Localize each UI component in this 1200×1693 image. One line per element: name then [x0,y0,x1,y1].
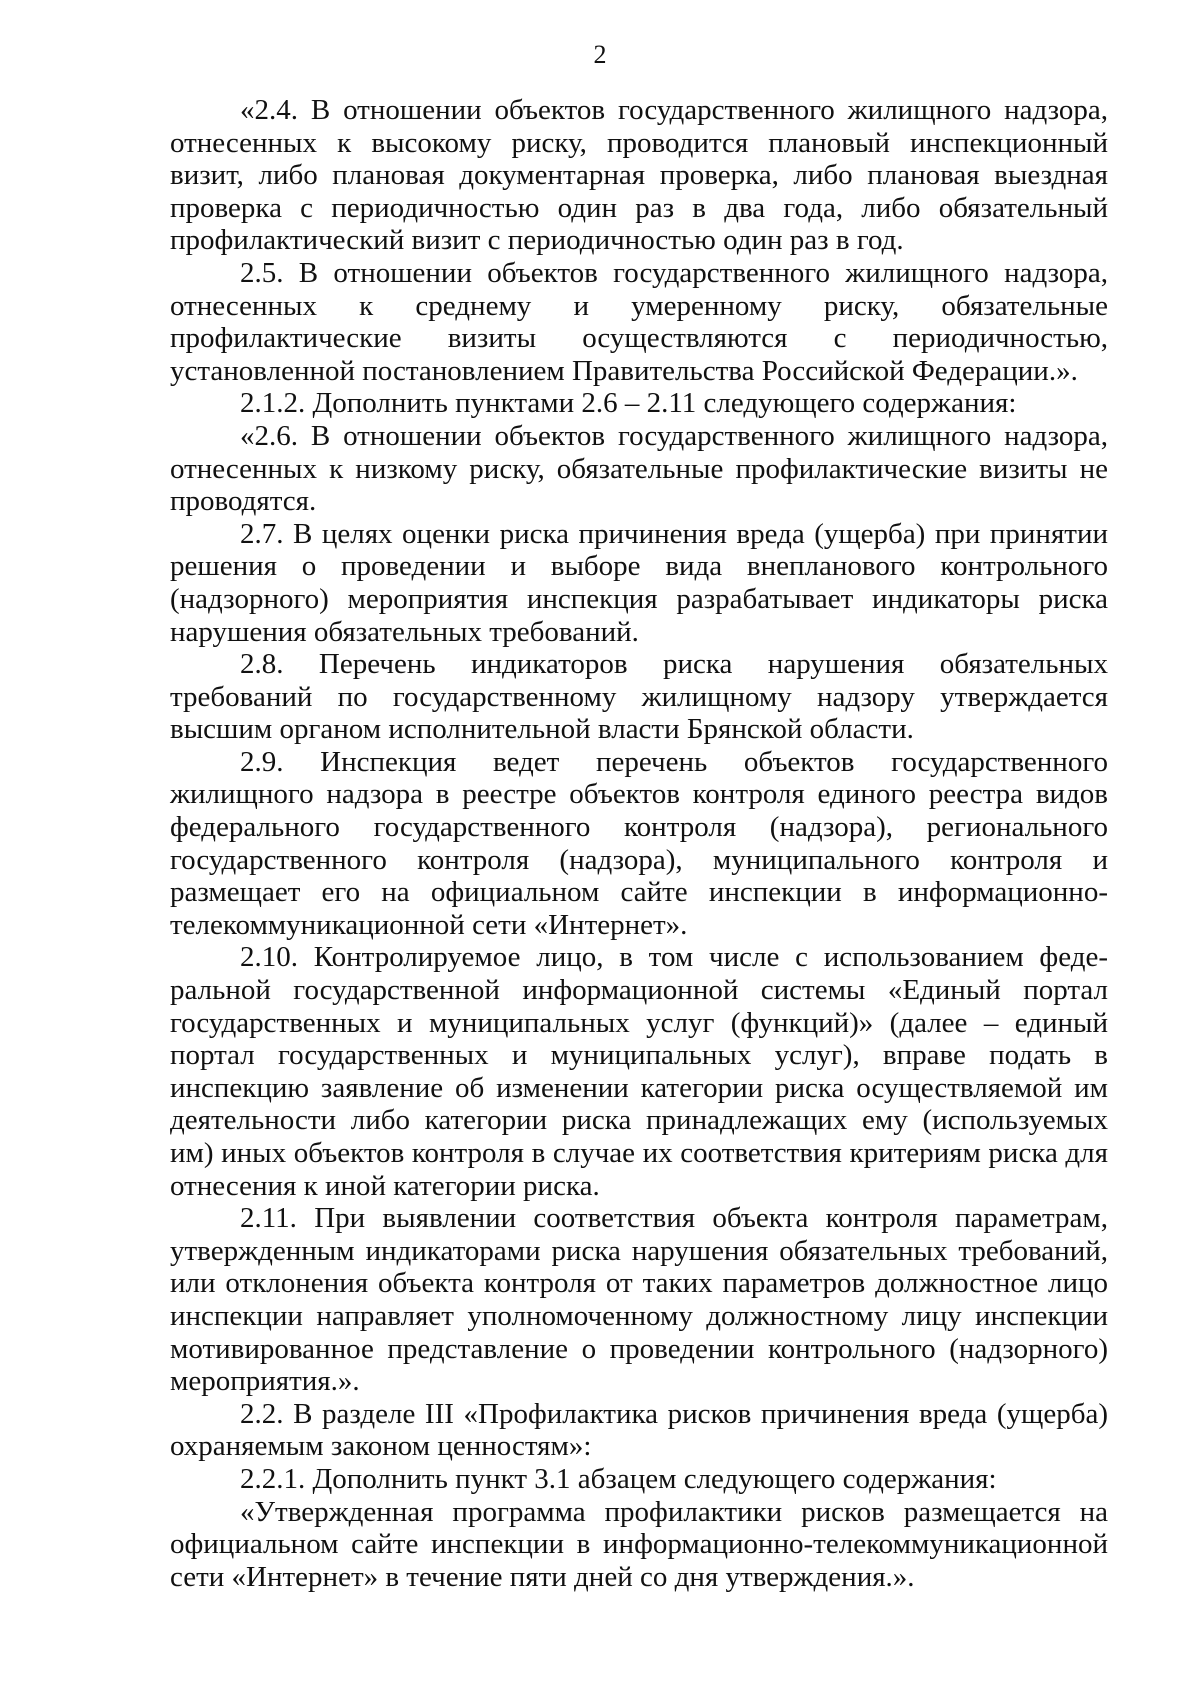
paragraph-2-4: «2.4. В отношении объектов государственного жилищного надзора, отнесенных к высокому риску, проводится плановый инспекционный визит, либо плановая документарная проверка, либо плановая выездная проверка с периодичностью один раз в два года, либо обязательный профилактический визит с периодичностью один раз в год. [170,94,1108,257]
paragraph-2-9: 2.9. Инспекция ведет перечень объектов государственного жилищного надзора в реестре объектов контроля единого реестра видов федерального государственного контроля (надзора), регионального государственного контроля (надзора), муниципального контроля и размещает его на официальном сайте инспекции в информационно-телекоммуникационной сети «Интернет». [170,745,1108,941]
paragraph-2-5: 2.5. В отношении объектов государственного жилищного надзора, отнесенных к среднему и умеренному риску, обязательные профилактические визиты осуществляются с периодичностью, установленной постановлением Правительства Российской Федерации.». [170,256,1108,387]
paragraph-2-2: 2.2. В разделе III «Профилактика рисков причинения вреда (ущерба) охраняемым законом ценностям»: [170,1397,1108,1463]
paragraph-2-2-1: 2.2.1. Дополнить пункт 3.1 абзацем следующего содержания: [240,1462,997,1495]
paragraph-2-6: «2.6. В отношении объектов государственного жилищного надзора, отнесенных к низкому риску, обязательные профилактические визиты не проводятся. [170,419,1108,518]
page-number: 2 [593,40,607,69]
paragraph-2-11: 2.11. При выявлении соответствия объекта контроля параметрам, утвержденным индикаторами риска нарушения обязательных требований, или отклонения объекта контроля от таких параметров должностное лицо инспекции направляет уполномоченному должностному лицу инспекции мотивированное представление о проведении контрольного (надзорного) мероприятия.». [170,1202,1108,1398]
paragraph-2-1-2: 2.1.2. Дополнить пунктами 2.6 – 2.11 следующего содержания: [240,387,1017,420]
paragraph-2-10: 2.10. Контролируемое лицо, в том числе с использованием федеральной государственной информационной системы «Единый портал государственных и муниципальных услуг (функций)» (далее – единый портал государственных и муниципальных услуг), вправе подать в инспекцию заявление об изменении категории риска осуществляемой им деятельности либо категории риска принадлежащих ему (используемых им) иных объектов контроля в случае их соответствия критериям риска для отнесения к иной категории риска. [170,941,1108,1202]
paragraph-2-8: 2.8. Перечень индикаторов риска нарушения обязательных требований по государственному жилищному надзору утверждается высшим органом исполнительной власти Брянской области. [170,648,1108,746]
paragraph-2-7: 2.7. В целях оценки риска причинения вреда (ущерба) при принятии решения о проведении и выборе вида внепланового контрольного (надзорного) мероприятия инспекция разрабатывает индикаторы риска нарушения обязательных требований. [170,517,1108,648]
document-body [170,94,1108,1593]
paragraph-program-quote: «Утвержденная программа профилактики рисков размещается на официальном сайте инспекции в информационно-телекоммуникационной сети «Интернет» в течение пяти дней со дня утверждения.». [170,1495,1108,1593]
